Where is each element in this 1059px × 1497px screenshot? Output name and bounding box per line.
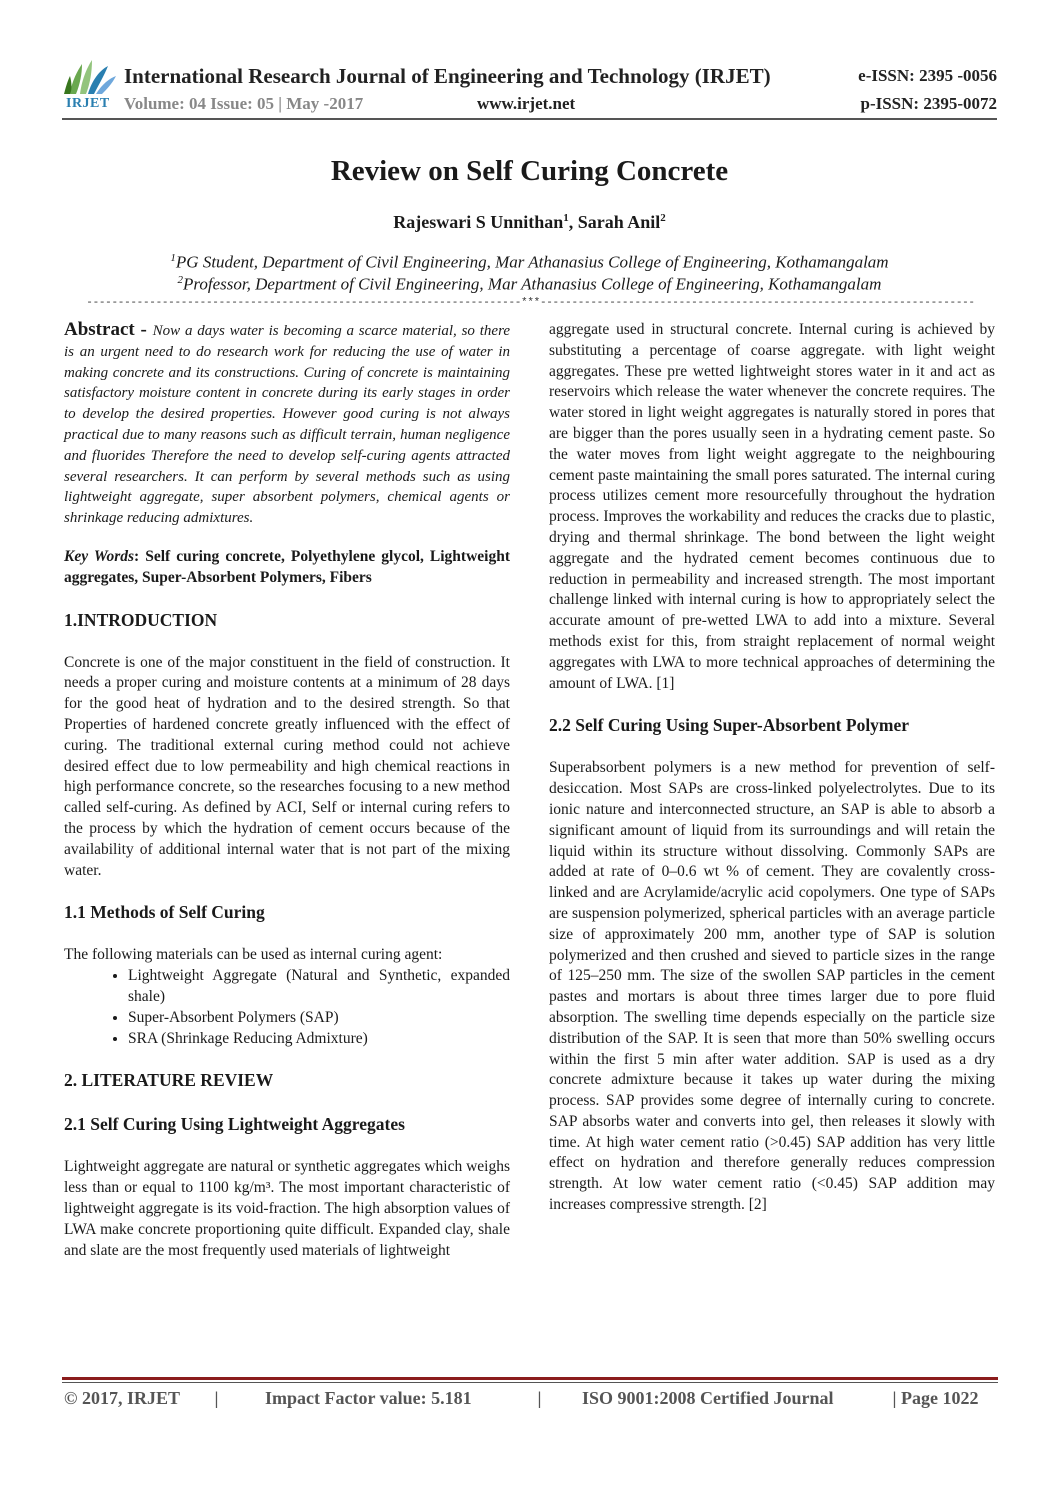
footer-copyright: © 2017, IRJET — [64, 1388, 180, 1408]
section-separator: ---------------------------------------------------------------------***--------------------------------------------------------------------- — [86, 297, 975, 309]
super-absorbent-polymer-text: Superabsorbent polymers is a new method for prevention of self-desiccation. Most SAPs are cross-linked polyelectrolytes. Due to its ionic nature and interconnected structure, an SAP is able to absorb a significant amount of liquid from its surroundings and will retain the liquid within its structure without dissolving. Commonly SAPs are added at rate of 0–0.6 wt % of cement. They are covalently cross-linked and are Acrylamide/acrylic acid copolymers. One type of SAPs are suspension polymerized, spherical particles with an average particle size of approximately 200 mm, another type of SAP is solution polymerized and then crushed and sieved to particle sizes in the range of 125–250 mm. The size of the swollen SAP particles in the cement pastes and mortars is about three times larger due to pore fluid absorption. The swelling time depends especially on the particle size distribution of the SAP. It is seen that more than 50% swelling occurs within the first 5 min after water addition. SAP is used as a dry concrete admixture because it takes up water during the mixing process. SAP provides some degree of internally curing to concrete. SAP absorbs water and converts into gel, then releases it slowly with time. At high water cement ratio (>0.45) SAP addition has very little effect on hydration and therefore generally reduces compression strength. At low water cement ratio (<0.45) SAP addition may increases compressive strength. [2] — [549, 759, 995, 1214]
journal-title: International Research Journal of Engineering and Technology (IRJET) — [124, 64, 771, 88]
list-item: • SRA (Shrinkage Reducing Admixture) — [128, 1029, 510, 1050]
e-issn: e-ISSN: 2395 -0056 — [858, 66, 997, 85]
affiliation-1-text: PG Student, Department of Civil Engineering, Mar Athanasius College of Engineering, Kothamangalam — [175, 252, 889, 272]
methods-intro: The following materials can be used as internal curing agent: — [64, 946, 443, 964]
author-1-sup: 1 — [563, 212, 569, 224]
affiliation-2-sup: 2 — [177, 274, 184, 286]
list-item: • Super-Absorbent Polymers (SAP) — [128, 1008, 510, 1029]
footer-iso: ISO 9001:2008 Certified Journal — [582, 1388, 834, 1408]
footer-separator: | — [214, 1388, 219, 1408]
keywords-text: : Self curing concrete, Polyethylene glycol, Lightweight aggregates, Super-Absorbent Polymers, Fibers — [64, 547, 510, 586]
introduction-heading: 1.INTRODUCTION — [64, 609, 218, 630]
footer-rule-thin — [62, 1382, 998, 1383]
keywords-label: Key Words — [64, 547, 135, 565]
abstract — [64, 320, 510, 529]
author-2-sup: 2 — [660, 212, 666, 224]
methods-heading: 1.1 Methods of Self Curing — [64, 902, 265, 923]
journal-website-link[interactable]: www.irjet.net — [477, 94, 576, 113]
page-footer — [64, 1388, 997, 1409]
right-column — [549, 320, 995, 1216]
footer-rule-red — [62, 1377, 998, 1380]
logo-text: IRJET — [66, 96, 110, 111]
super-absorbent-polymer-heading: 2.2 Self Curing Using Super-Absorbent Polymer — [549, 715, 910, 736]
abstract-heading: Abstract - — [64, 319, 153, 340]
header-divider — [62, 118, 997, 120]
lightweight-aggregates-continued: aggregate used in structural concrete. Internal curing is achieved by substituting a percentage of coarse aggregate. with light weight aggregates. These pre wetted lightweight stores water in it and act as reservoirs which release the water whenever the concrete requires. The water stored in light weight aggregates is naturally stored in pores that are bigger than the pores usually seen in a hydrating cement paste. So the water moves from light weight aggregate to the neighbouring cement paste maintaining the small pores saturated. The internal curing process utilizes cement more resourcefully throughout the hydration process. Improves the workability and reduces the cracks due to plastic, drying and thermal shrinkage. The bond between the light weight aggregate and the hydrated cement becomes continuous due to reduction in permeability and increased strength. The most important challenge linked with internal curing is how to appropriately select the accurate amount of pre-wetted LWA to add into a mixture. Several methods exist for this, from straight replacement of normal weight aggregates with LWA to more technical approaches of determining the amount of LWA. [1] — [549, 321, 995, 692]
affiliation-2-text: Professor, Department of Civil Engineering, Mar Athanasius College of Engineering, Kothamangalam — [183, 274, 882, 294]
footer-page-number: | Page 1022 — [892, 1388, 979, 1408]
list-item: • Lightweight Aggregate (Natural and Synthetic, expanded shale) — [128, 966, 510, 1008]
lightweight-aggregates-heading: 2.1 Self Curing Using Lightweight Aggregates — [64, 1114, 405, 1135]
left-column — [64, 320, 510, 1261]
author-1: Rajeswari S Unnithan — [393, 212, 564, 232]
affiliation-1 — [0, 252, 1059, 273]
journal-header — [62, 56, 997, 118]
author-line — [0, 212, 1059, 233]
introduction-text: Concrete is one of the major constituent in the field of construction. It needs a proper curing and moisture contents at a minimum of 28 days for the good heat of hydration and to the desired strength. So that Properties of hardened concrete greatly influenced with the effect of curing. The traditional external curing method could not achieve desired effect due to low permeability and high chemical reactions in high performance concrete, so the researches focusing to a new method called self-curing. As defined by ACI, Self or internal curing refers to the process by which the hydration of cement occurs because of the availability of additional internal water that is not part of the mixing water. — [64, 653, 510, 879]
author-2: , Sarah Anil — [568, 212, 661, 232]
abstract-text: Now a days water is becoming a scarce material, so there is an urgent need to do research work for reducing the use of water in making concrete and its constructions. Curing of concrete is maintaining satisfactory moisture content in concrete during its early stages in order to develop the desired properties. However good curing is not always practical due to many reasons such as difficult terrain, human negligence and fluorides Therefore the need to develop self-curing agents attracted several researchers. It can perform by several methods such as using lightweight aggregate, super absorbent polymers, chemical agents or shrinkage reducing admixtures. — [64, 323, 511, 527]
literature-review-heading: 2. LITERATURE REVIEW — [64, 1070, 274, 1091]
p-issn: p-ISSN: 2395-0072 — [860, 94, 997, 113]
paper-title: Review on Self Curing Concrete — [330, 155, 729, 187]
volume-issue: Volume: 04 Issue: 05 | May -2017 — [124, 94, 364, 113]
footer-impact-factor: Impact Factor value: 5.181 — [265, 1388, 472, 1408]
lightweight-aggregates-text: Lightweight aggregate are natural or synthetic aggregates which weighs less than or equal to 1100 kg/m³. The most important characteristic of lightweight aggregate is its void-fraction. The high absorption values of LWA make concrete proportioning quite difficult. Expanded clay, shale and slate are the most frequently used materials of lightweight — [64, 1158, 510, 1259]
affiliation-1-sup: 1 — [170, 252, 176, 264]
footer-separator: | — [537, 1388, 542, 1408]
keywords — [64, 547, 510, 589]
methods-list — [64, 966, 510, 1049]
affiliation-2 — [0, 274, 1059, 295]
